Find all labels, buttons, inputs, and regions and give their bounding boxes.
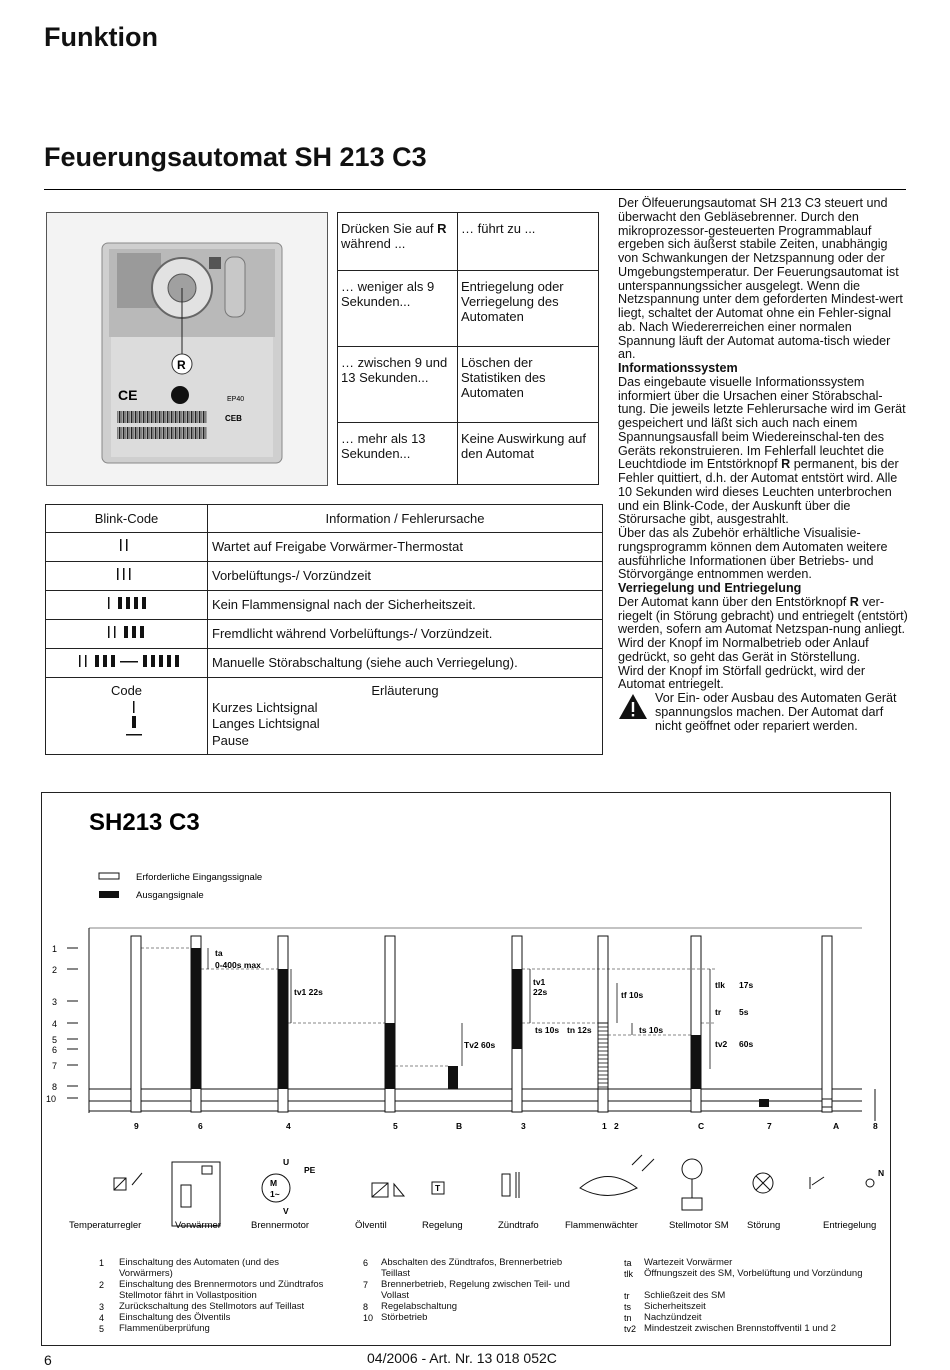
svg-text:tlk: tlk — [715, 980, 725, 990]
svg-text:7: 7 — [767, 1121, 772, 1131]
svg-text:tr: tr — [715, 1007, 722, 1017]
press-header-result: … führt zu ... — [458, 213, 599, 271]
svg-text:1: 1 — [52, 944, 58, 954]
press-header-duration: Drücken Sie auf R während ... — [338, 213, 458, 271]
row-numbers — [46, 944, 78, 1104]
svg-text:PE: PE — [304, 1165, 316, 1175]
svg-text:17s: 17s — [739, 980, 754, 990]
ce-mark: CE — [118, 387, 138, 403]
visualisation-paragraph: Über das als Zubehör erhältliche Visualisie-rungsprogramm können dem Automaten weitere ausführliche Informationen über Betriebs- und Störvorgänge entnommen werden. — [618, 526, 888, 582]
svg-text:0-400s max: 0-400s max — [215, 960, 261, 970]
blink-code-symbol — [46, 562, 208, 591]
svg-text:2: 2 — [99, 1280, 105, 1290]
blink-code-table — [45, 504, 603, 755]
svg-text:tlk: tlk — [624, 1269, 633, 1279]
svg-text:tv2: tv2 — [715, 1039, 728, 1049]
svg-text:9: 9 — [134, 1121, 139, 1131]
press-row-duration: … weniger als 9 Sekunden... — [338, 271, 458, 347]
svg-text:ts: ts — [624, 1302, 632, 1312]
component-labels — [69, 1220, 876, 1231]
svg-text:Temperaturregler: Temperaturregler — [69, 1220, 142, 1231]
flame-sensor-icon — [580, 1155, 654, 1196]
thermostat-icon — [114, 1173, 142, 1190]
svg-text:7: 7 — [363, 1280, 369, 1290]
diagram-notes: 1 Einschaltung des Automaten (und des Vorwärmers) 2 Einschaltung des Brennermotors und Zündtrafos Stellmotor fährt in Vollastposition 3 Zurückschaltung des Stellmotors auf Teillast 4 Einschaltung des Ölventils 5 Flammenüberprüfung 6 Abschalten des Zündtrafos, Brennerbetrieb Teillast 7 Brennerbetrieb, Regelung zwischen Teil- und Vollast 8 Regelabschaltung 10 Störbetrieb ta Wartezeit Vorwärmer tlk Öffnungszeit des SM, Vorbelüftung und Vorzündung tr Schließzeit des SM ts Sicherheitszeit tn Nachzündzeit tv2 Mindestzeit zwischen Brennstoffventil 1 und 2 — [99, 1257, 863, 1334]
svg-text:Zündtrafo: Zündtrafo — [498, 1220, 539, 1231]
svg-text:tv1 22s: tv1 22s — [294, 987, 323, 997]
svg-text:4: 4 — [286, 1121, 291, 1131]
terminal-labels — [134, 1121, 878, 1131]
blink-header-code: Blink-Code — [46, 505, 208, 533]
blink-code-info: Wartet auf Freigabe Vorwärmer-Thermostat — [208, 533, 603, 562]
press-row-result: Löschen der Statistiken des Automaten — [458, 347, 599, 423]
svg-text:5: 5 — [99, 1324, 105, 1334]
svg-text:1~: 1~ — [270, 1189, 280, 1199]
photo-label-r: R — [177, 358, 186, 372]
svg-text:1: 1 — [602, 1121, 607, 1131]
svg-text:Flammenwächter: Flammenwächter — [565, 1220, 638, 1231]
blink-code-info: Vorbelüftungs-/ Vorzündzeit — [208, 562, 603, 591]
svg-text:tn 12s: tn 12s — [567, 1025, 592, 1035]
lock-paragraph: Der Automat kann über den Entstörknopf R ver-riegelt (in Störung gebracht) und entriegelt (entstört) werden, sofern am Automat Netzspan-nung anliegt. — [618, 594, 908, 637]
svg-text:Regelung: Regelung — [422, 1220, 463, 1231]
page-title: Feuerungsautomat SH 213 C3 — [44, 142, 427, 172]
device-photo — [46, 212, 328, 486]
legend-long: Langes Lichtsignal — [212, 716, 320, 731]
transformer-icon — [502, 1172, 519, 1198]
svg-text:Ölventil: Ölventil — [355, 1220, 387, 1231]
svg-text:ta: ta — [624, 1258, 632, 1268]
svg-text:tv1: tv1 — [533, 977, 546, 987]
svg-text:5: 5 — [393, 1121, 398, 1131]
blink-code-info: Fremdlicht während Vorbelüftungs-/ Vorzündzeit. — [208, 620, 603, 649]
title-rule — [44, 189, 906, 190]
blink-legend-code: Code — [46, 678, 208, 755]
svg-text:3: 3 — [99, 1302, 105, 1312]
press-row-duration: … zwischen 9 und 13 Sekunden... — [338, 347, 458, 423]
svg-text:ta: ta — [215, 948, 223, 958]
svg-text:C: C — [698, 1121, 705, 1131]
svg-text:10: 10 — [46, 1094, 57, 1104]
blink-legend-info: Erläuterung Kurzes Lichtsignal Langes Lichtsignal Pause — [208, 678, 603, 755]
legend-pause: Pause — [212, 732, 249, 748]
svg-text:5s: 5s — [739, 1007, 749, 1017]
legend-input-signals: Erforderliche Eingangssignale — [136, 872, 263, 883]
svg-text:Stellmotor SM: Stellmotor SM — [669, 1220, 729, 1231]
svg-text:U: U — [283, 1157, 290, 1167]
servo-motor-icon — [682, 1159, 702, 1210]
heater-icon — [172, 1162, 220, 1226]
neutral-terminal-icon — [866, 1179, 874, 1187]
fault-lamp-icon — [753, 1173, 773, 1193]
svg-text:Entriegelung: Entriegelung — [823, 1220, 877, 1231]
svg-text:6: 6 — [198, 1121, 203, 1131]
section-title: Funktion — [44, 22, 158, 52]
svg-text:T: T — [435, 1183, 441, 1193]
heading-lock-unlock: Verriegelung und Entriegelung — [618, 581, 802, 595]
diagram-title: SH213 C3 — [89, 809, 200, 836]
legend-short: Kurzes Lichtsignal — [212, 699, 318, 715]
svg-text:60s: 60s — [739, 1039, 754, 1049]
press-row-result: Keine Auswirkung auf den Automat — [458, 423, 599, 485]
svg-text:ts 10s: ts 10s — [639, 1025, 664, 1035]
heading-information-system: Informationssystem — [618, 361, 738, 375]
function-diagram — [41, 792, 891, 1346]
time-labels — [215, 948, 753, 1050]
warning-block: Vor Ein- oder Ausbau des Automaten Gerät spannungslos machen. Der Automat darf nicht geöffnet oder repariert werden. — [618, 692, 910, 733]
svg-text:ts 10s: ts 10s — [535, 1025, 560, 1035]
blink-code-info: Kein Flammensignal nach der Sicherheitszeit. — [208, 591, 603, 620]
svg-text:N: N — [878, 1168, 885, 1178]
blink-code-symbol — [46, 533, 208, 562]
article-number: 04/2006 - Art. Nr. 13 018 052C — [367, 1350, 557, 1366]
svg-text:6: 6 — [52, 1045, 58, 1055]
valve-icon — [372, 1183, 404, 1197]
blink-code-symbol — [46, 620, 208, 649]
svg-text:Brennermotor: Brennermotor — [251, 1220, 310, 1231]
svg-text:Störung: Störung — [747, 1220, 781, 1231]
svg-text:7: 7 — [52, 1061, 58, 1071]
svg-text:tf 10s: tf 10s — [621, 990, 644, 1000]
svg-text:2: 2 — [614, 1121, 619, 1131]
svg-text:6: 6 — [363, 1258, 369, 1268]
svg-text:Tv2 60s: Tv2 60s — [464, 1040, 496, 1050]
svg-text:5: 5 — [52, 1035, 58, 1045]
svg-text:3: 3 — [52, 997, 58, 1007]
svg-text:M: M — [270, 1178, 278, 1188]
svg-text:Vorwärmer: Vorwärmer — [175, 1220, 221, 1231]
fault-paragraph: Wird der Knopf im Störfall gedrückt, wird der Automat entriegelt. — [618, 663, 866, 692]
press-row-result: Entriegelung oder Verriegelung des Automaten — [458, 271, 599, 347]
press-row-duration: … mehr als 13 Sekunden... — [338, 423, 458, 485]
svg-text:2: 2 — [52, 965, 58, 975]
photo-label-ceb: CEB — [225, 414, 242, 423]
svg-text:8: 8 — [363, 1302, 369, 1312]
svg-text:22s: 22s — [533, 987, 548, 997]
component-symbols — [270, 1157, 884, 1216]
info-paragraph: Das eingebaute visuelle Informationssystem informiert über die Ursachen einer Störabschal-tung. Die jeweils letzte Fehlerursache wird im Gerät gespeichert und läßt sich auch nach einem Spannungsausfall beim Wiedereinschal-ten des Geräts rekonstruieren. Im Fehlerfall leuchtet die Leuchtdiode im Entstörknopf R permanent, bis der Fehler quittiert, d.h. der Automat entstört wird. Alle 10 Sekunden wird dieses Leuchten unterbrochen und ein Blink-Code, der Auskunft über die Störursache gibt, ausgestrahlt. — [618, 374, 906, 527]
warning-icon — [618, 692, 648, 720]
svg-text:B: B — [456, 1121, 463, 1131]
svg-text:V: V — [283, 1206, 289, 1216]
photo-label-ep: EP40 — [227, 396, 245, 403]
intro-paragraph: Der Ölfeuerungsautomat SH 213 C3 steuert und überwacht den Gebläsebrenner. Durch den mikroprozessor-gesteuerten Programmablauf ergeben sich äußerst stabile Zeiten, unabhängig von Schwankungen der Netzspannung oder der Umgebungstemperatur. Der Feuerungsautomat ist unterspannungssicher ausgelegt. Wenn die Netzspannung unter dem geforderten Mindest-wert liegt, schaltet der Automat ohne ein Fehler-signal ab. Nach Wiedererreichen einer normalen Spannung läuft der Automat automa-tisch wieder an. — [618, 196, 903, 362]
blink-code-symbol — [46, 649, 208, 678]
blink-code-info: Manuelle Störabschaltung (siehe auch Verriegelung). — [208, 649, 603, 678]
legend-output-signals: Ausgangsignale — [136, 890, 204, 901]
component-icons — [114, 1155, 874, 1226]
svg-text:8: 8 — [873, 1121, 878, 1131]
blink-header-info: Information / Fehlerursache — [208, 505, 603, 533]
svg-text:4: 4 — [99, 1313, 105, 1323]
svg-text:tn: tn — [624, 1313, 632, 1323]
svg-text:4: 4 — [52, 1019, 58, 1029]
page-number: 6 — [44, 1352, 52, 1368]
svg-text:A: A — [833, 1121, 840, 1131]
svg-text:tv2: tv2 — [624, 1324, 637, 1334]
reset-button-table — [337, 212, 599, 485]
svg-text:10: 10 — [363, 1313, 374, 1323]
svg-text:1: 1 — [99, 1258, 105, 1268]
svg-text:tr: tr — [624, 1291, 630, 1301]
svg-text:3: 3 — [521, 1121, 526, 1131]
description-text — [618, 197, 910, 733]
reset-button-icon — [810, 1177, 824, 1189]
svg-text:8: 8 — [52, 1082, 58, 1092]
blink-code-symbol — [46, 591, 208, 620]
normal-operation-paragraph: Wird der Knopf im Normalbetrieb oder Anlauf gedrückt, so geht das Gerät in Störstellung. — [618, 636, 869, 664]
